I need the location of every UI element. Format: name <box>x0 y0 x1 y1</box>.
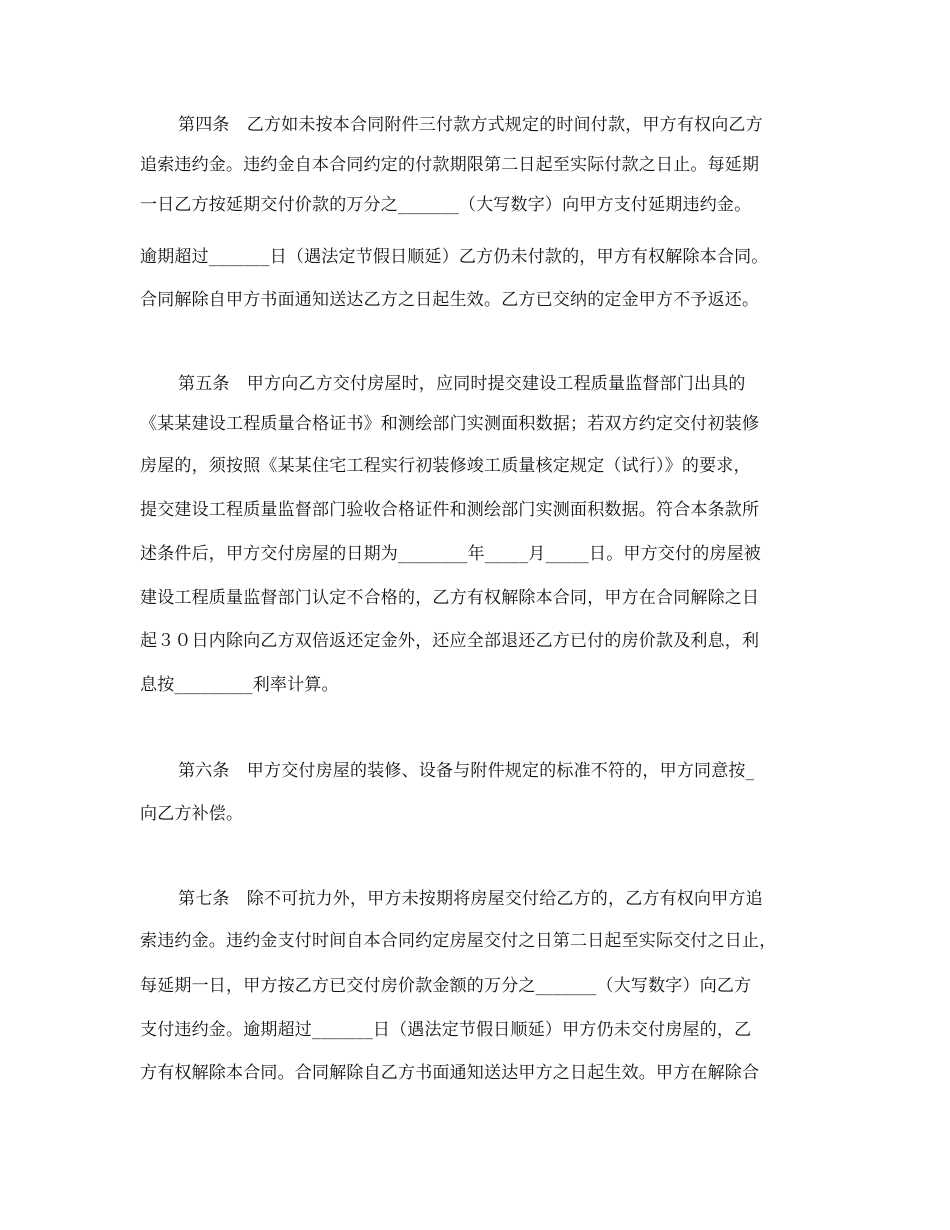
text-line: 索违约金。违约金支付时间自本合同约定房屋交付之日第二日起至实际交付之日止， <box>140 931 777 951</box>
text-line: 追索违约金。违约金自本合同约定的付款期限第二日起至实际付款之日止。每延期 <box>140 155 760 175</box>
text-line: 第六条 甲方交付房屋的装修、设备与附件规定的标准不符的，甲方同意按_ <box>178 761 755 781</box>
text-line: 《某某建设工程质量合格证书》和测绘部门实测面积数据；若双方约定交付初装修 <box>140 414 760 434</box>
text-line: 合同解除自甲方书面通知送达乙方之日起生效。乙方已交纳的定金甲方不予返还。 <box>140 290 760 310</box>
text-line: 向乙方补偿。 <box>140 804 244 824</box>
text-line: 第五条 甲方向乙方交付房屋时，应同时提交建设工程质量监督部门出具的 <box>178 374 746 394</box>
text-line: 息按_________利率计算。 <box>140 675 339 695</box>
text-line: 建设工程质量监督部门认定不合格的，乙方有权解除本合同，甲方在合同解除之日 <box>140 588 760 608</box>
text-line: 第四条 乙方如未按本合同附件三付款方式规定的时间付款，甲方有权向乙方 <box>178 115 763 135</box>
text-line: 支付违约金。逾期超过_______日（遇法定节假日顺延）甲方仍未交付房屋的，乙 <box>140 1020 752 1040</box>
text-line: 一日乙方按延期交付价款的万分之_______（大写数字）向甲方支付延期违约金。 <box>140 195 752 215</box>
text-line: 起３０日内除向乙方双倍返还定金外，还应全部退还乙方已付的房价款及利息，利 <box>140 631 760 651</box>
text-line: 述条件后，甲方交付房屋的日期为________年_____月_____日。甲方交付的房屋被 <box>140 544 761 564</box>
text-line: 房屋的，须按照《某某住宅工程实行初装修竣工质量核定规定（试行）》的要求， <box>140 456 751 476</box>
text-line: 提交建设工程质量监督部门验收合格证件和测绘部门实测面积数据。符合本条款所 <box>140 500 760 520</box>
text-line: 方有权解除本合同。合同解除自乙方书面通知送达甲方之日起生效。甲方在解除合 <box>140 1063 760 1083</box>
text-line: 每延期一日，甲方按乙方已交付房价款金额的万分之_______（大写数字）向乙方 <box>140 976 752 996</box>
text-line: 逾期超过_______日（遇法定节假日顺延）乙方仍未付款的，甲方有权解除本合同。 <box>140 247 769 267</box>
text-line: 第七条 除不可抗力外，甲方未按期将房屋交付给乙方的，乙方有权向甲方追 <box>178 889 763 909</box>
